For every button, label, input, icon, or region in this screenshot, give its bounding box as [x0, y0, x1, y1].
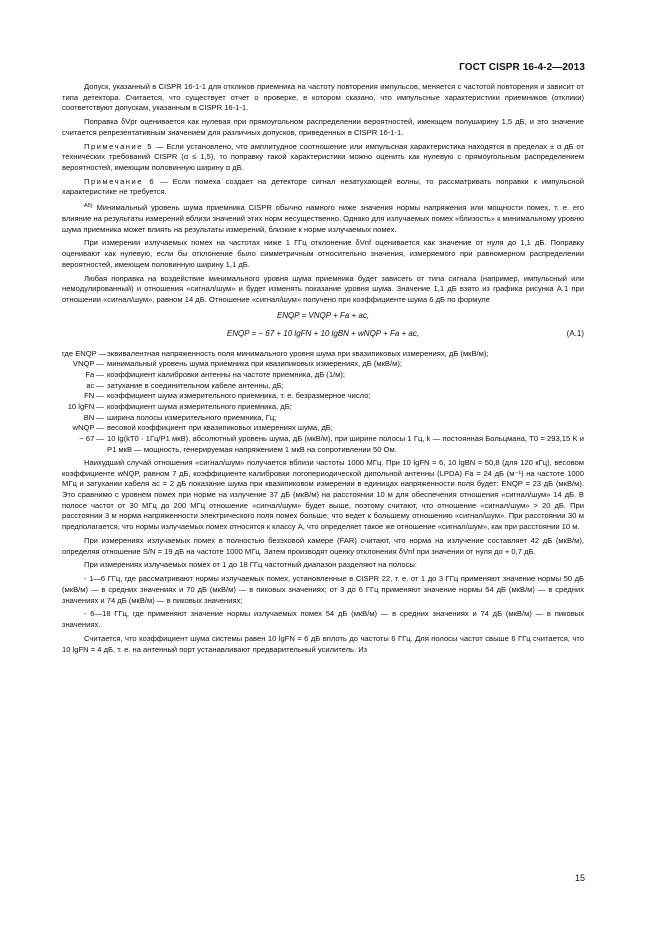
paragraph: При измерениях излучаемых помех в полностью безэховой камере (FAR) считают, что норма на излучение составляет 42 дБ (мкВ/м), определяя отношение S/N = 19 дБ на частоте 1000 МГц. Затем производят оценку отклонения δVnf при значении от нуля до + 0,7 дБ.: [62, 535, 584, 556]
paragraph: Любая поправка на воздействие минимального уровня шума приемника будет зависеть от типа сигнала (например, импульсный или немодулированный) и отношения «сигнал/шум» и будет изменять показание уровня шума. Значение 1,1 дБ взято из графика рисунка А.1 при отношении «сигнал/шум», равном 14 дБ. Отношение «сигнал/шум» получено при коэффициенте шума 6 дБ по формуле: [62, 273, 584, 304]
note-label: Примечание 5: [84, 141, 154, 151]
legend-text: коэффициент калибровки антенны на частоте приемника, дБ (1/м);: [107, 369, 346, 379]
legend-item: [62, 434, 584, 455]
legend-item: [62, 391, 584, 402]
document-body: [62, 82, 584, 658]
note-5: [62, 142, 584, 174]
legend-symbol: FN —: [84, 391, 104, 401]
legend-text: минимальный уровень шума приемника при квазипиковых измерениях, дБ (мкВ/м);: [107, 359, 402, 369]
legend-text: ширина полосы измерительного приемника, Гц;: [107, 412, 277, 422]
legend-symbol: ac —: [86, 380, 104, 390]
note-6: [62, 177, 584, 198]
paragraph-a5: [62, 201, 584, 235]
legend-symbol: 10 lgFN —: [67, 401, 104, 411]
legend: [62, 349, 584, 456]
list-item: - 6—18 ГГц, где применяют значение нормы излучаемых помех 54 дБ (мкВ/м) — в средних значениях и 74 дБ (мкВ/м) — в пиковых значениях.: [62, 609, 584, 630]
legend-symbol: BN —: [83, 412, 104, 422]
document-header: ГОСТ CISPR 16-4-2—2013: [459, 62, 585, 73]
legend-item: [62, 349, 584, 360]
list-item: - 1—6 ГГц, где рассматривают нормы излучаемых помех, установленные в CISPR 22, т. е. от 1 до 3 ГГц применяют значение нормы 50 дБ (мкВ/м) — в средних значениях и 70 дБ (мкВ/м) — в пиковых значениях; от 3 до 6 ГГц применяют значение нормы 54 дБ (мкВ/м) — в средних значениях и 74 дБ (мкВ/м) — в пиковых значениях;: [62, 574, 584, 605]
paragraph: Поправка δVpr оценивается как нулевая при прямоугольном распределении вероятностей, имеющем полуширину 1,5 дБ, и это значение считается репрезентативным значением для различных допусков, приведенных в CISPR 16-1-1.: [62, 117, 584, 137]
formula-text: ENQP = − 67 + 10 lgFN + 10 lgBN + wNQP + Fa + ac,: [226, 328, 420, 338]
note-text: — Если установлено, что амплитудное соотношение или импульсная характеристика находятся в пределах ± α дБ от технических требований CISPR (α ≤ 1,5), то поправку такой характеристики можно оценить как нулевую с прямоугольным распределением вероятностей, имеющим половинную ширину α дБ.: [62, 141, 584, 172]
legend-text: затухание в соединительном кабеле антенны, дБ;: [107, 380, 284, 390]
page-number: 15: [574, 873, 585, 883]
legend-text: коэффициент шума измерительного приемника, т. е. безразмерное число;: [107, 391, 371, 401]
formula-number: (А.1): [566, 328, 584, 338]
legend-item: [62, 423, 584, 434]
legend-item: [62, 413, 584, 424]
legend-symbol: Fa —: [85, 369, 104, 379]
legend-item: [62, 359, 584, 370]
note-text: — Если помеха создает на детекторе сигнал незатухающей волны, то рассматривать поправки к импульсной характеристике не требуется.: [62, 176, 584, 197]
legend-text: весовой коэффициент при квазипиковых измерениях шума, дБ;: [107, 423, 333, 433]
legend-symbol: − 67 —: [79, 433, 104, 443]
paragraph: При измерении излучаемых помех на частотах ниже 1 ГГц отклонение δVnf оценивается как значение от нуля до 1,1 дБ. Поправку оценивают как нулевую, если бы отклонение было симметричным относительно значения, измеряемого при равномерном распределении вероятностей, имеющем половинную ширину 1,1 дБ.: [62, 238, 584, 269]
paragraph: Считается, что коэффициент шума системы равен 10 lgFN = 6 дБ вплоть до частоты 6 ГГц. Для полосы частот свыше 6 ГГц считается, что 10 lgFN = 4 дБ, т. е. на антенный порт устанавливают предварительный усилитель. Из: [62, 633, 584, 654]
legend-text: коэффициент шума измерительного приемника, дБ;: [107, 401, 292, 411]
paragraph: Допуск, указанный в CISPR 16-1-1 для откликов приемника на частоту повторения импульсов, меняется с частотой повторения и зависит от типа детектора. Считается, что существует отчет о проверке, в котором сказано, что импульсные характеристики приемников (отклики) соответствуют допускам, указанным в CISPR 16-1-1.: [62, 82, 584, 113]
legend-text: 10 lg(kT0 · 1Гц/P1 мкВ), абсолютный уровень шума, дБ (мкВ/м), при ширине полосы 1 Гц, k — постоянная Больцмана, T0 = 293,15 K и P1 мкВ — мощность, генерируемая напряжением 1 мкВ на сопротивлении 50 Ом.: [107, 433, 584, 454]
legend-item: [62, 402, 584, 413]
note-label: Примечание 6: [84, 176, 156, 186]
legend-symbol: VNQP —: [72, 359, 104, 369]
footnote-label: A5): [84, 203, 93, 210]
formula-1: [62, 311, 584, 323]
legend-symbol: wNQP —: [72, 423, 104, 433]
legend-text: эквивалентная напряженность поля минимального уровня шума при квазипиковых измерениях, дБ (мкВ/м);: [107, 348, 489, 358]
paragraph: Наихудший случай отношения «сигнал/шум» получается вблизи частоты 1000 МГц. При 10 lgFN = 6, 10 lgBN = 50,8 (для 120 кГц), весовом коэффициенте wNQP, равном 7 дБ, коэффициенте калибровки логопериодической дипольной антенны (LPDA) Fa = 24 дБ (м⁻¹) на частоте 1000 МГц и затухании кабеля ac = 2 дБ показание шума при квазипиковом измерении в единицах напряженности поля будет: ENQP = 23 дБ (мкВ/м). Это сравнимо с уровнем помех при норме на излучение 37 дБ (мкВ/м) на расстоянии 10 м для обеспечения отношения «сигнал/шум» 14 дБ. В полосе частот от 30 МГц до 200 МГц отношение «сигнал/шум» будет выше, поэтому считают, что отношение «сигнал/шум» > 20 дБ. При расстоянии 3 м норма напряженности электрического поля помех больше, что ведет к большему отношению «сигнал/шум». При расстоянии 30 м предполагается, что нормы излучаемых помех относятся к классу А, что определяет такое же отношение «сигнал/шум», как при расстоянии 10 м.: [62, 458, 584, 532]
formula-a1: [62, 329, 584, 341]
paragraph: При измерениях излучаемых помех от 1 до 18 ГГц частотный диапазон разделяют на полосы:: [84, 560, 417, 570]
legend-item: [62, 370, 584, 381]
legend-symbol: где ENQP —: [62, 348, 107, 358]
paragraph-text: Минимальный уровень шума приемника CISPR обычно намного ниже значения нормы напряжения или мощности помех, т. е. его влияние на результаты измерений вблизи значений этих норм несущественно. Однако для излучаемых помех «близость» к минимальному уровню шума приемника может влиять на результаты измерений, близкие к норме излучаемых помех.: [62, 203, 584, 234]
formula-text: ENQP = VNQP + Fa + ac,: [276, 310, 370, 320]
legend-item: [62, 381, 584, 392]
